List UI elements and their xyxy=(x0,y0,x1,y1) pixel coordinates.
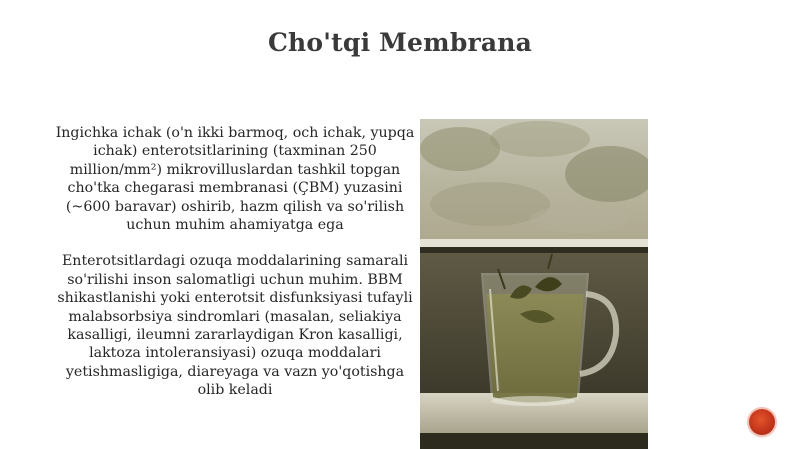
paragraph-malabsorption: Enterotsitlardagi ozuqa moddalarining samarali so'rilishi inson salomatligi uchun muhim. BBM shikastlanishi yoki enterotsit disfunksiyasi tufayli malabsorbsiya sindromlari (masalan, seliakiya kasalligi, ileumni zararlaydigan Kron kasalligi, laktoza intoleransiyasi) ozuqa moddalari yetishmasligiga, diareyaga va vazn yo'qotishga olib keladi xyxy=(57,253,413,399)
next-slide-button[interactable] xyxy=(749,409,775,435)
slide-title: Cho'tqi Membrana xyxy=(267,28,533,57)
slide-body xyxy=(52,124,418,418)
paragraph-brush-border: Ingichka ichak (o'n ikki barmoq, och ichak, yupqa ichak) enterotsitlarining (taxminan 250 million/mm²) mikrovilluslardan tashkil topgan cho'tka chegarasi membranasi (ÇBM) yuzasini (~600 baravar) oshirib, hazm qilish va so'rilish uchun muhim ahamiyatga ega xyxy=(55,125,415,234)
tea-glass-photo xyxy=(420,119,648,449)
